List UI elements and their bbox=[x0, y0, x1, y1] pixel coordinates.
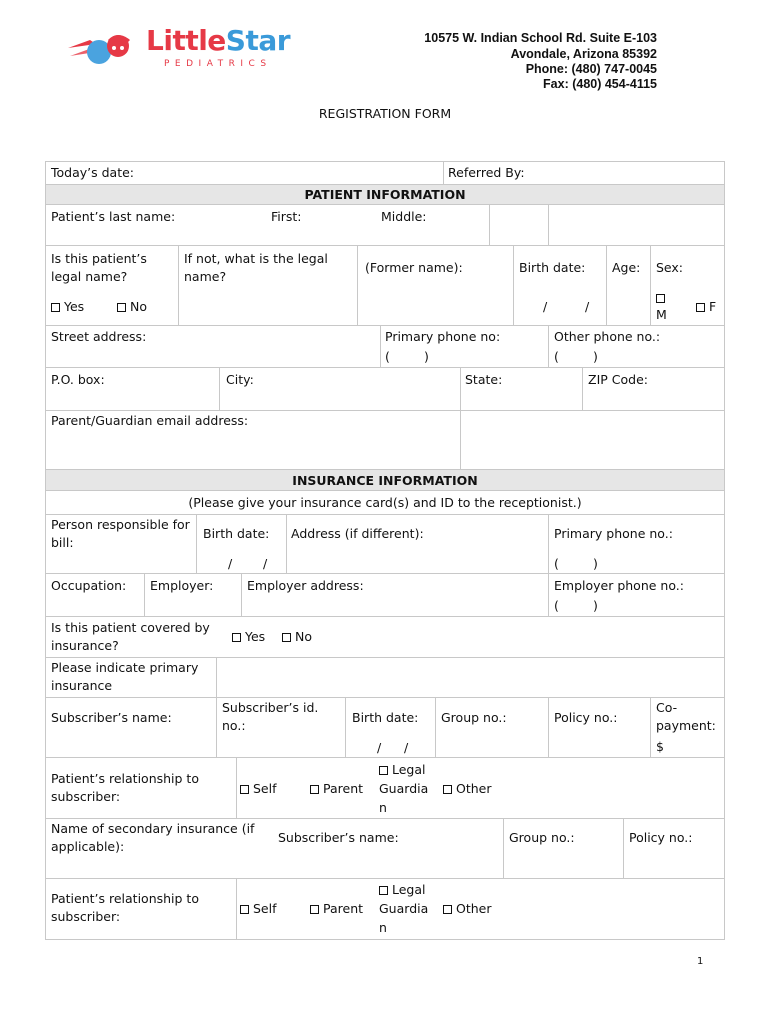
insurance-note: (Please give your insurance card(s) and ID to the receptionist.) bbox=[188, 495, 582, 510]
subscriber-id-label: Subscriber’s id. no.: bbox=[222, 700, 319, 733]
logo-word-little: Little bbox=[146, 24, 226, 57]
guardian-email-label: Parent/Guardian email address: bbox=[51, 413, 249, 428]
relationship-guardian-label-1: Legal bbox=[392, 762, 426, 777]
relationship-other-option[interactable] bbox=[443, 780, 492, 798]
covered-yes-label: Yes bbox=[245, 629, 266, 644]
first-name-label: First: bbox=[271, 209, 302, 224]
checkbox-icon bbox=[310, 905, 319, 914]
checkbox-icon bbox=[656, 294, 665, 303]
form-title: REGISTRATION FORM bbox=[318, 106, 452, 121]
relationship-label: Patient’s relationship to subscriber: bbox=[51, 771, 199, 804]
relationship-self-label: Self bbox=[253, 781, 277, 796]
employer-label: Employer: bbox=[150, 578, 214, 593]
birth-date-label: Birth date: bbox=[519, 260, 586, 275]
secondary-relationship-label: Patient’s relationship to subscriber: bbox=[51, 891, 199, 924]
relationship-parent-option[interactable] bbox=[310, 780, 363, 798]
checkbox-icon bbox=[51, 303, 60, 312]
relationship-parent-label: Parent bbox=[323, 781, 364, 796]
responsible-birth-slash-1: / bbox=[228, 556, 233, 571]
checkbox-icon bbox=[379, 886, 388, 895]
employer-phone-label: Employer phone no.: bbox=[554, 578, 684, 593]
city-label: City: bbox=[226, 372, 254, 387]
checkbox-icon bbox=[117, 303, 126, 312]
responsible-phone-label: Primary phone no.: bbox=[554, 526, 673, 541]
page-number: 1 bbox=[697, 956, 704, 967]
subscriber-birth-date-label: Birth date: bbox=[352, 710, 419, 725]
legal-yes-label: Yes bbox=[64, 299, 85, 314]
subscriber-birth-slash-1: / bbox=[377, 740, 382, 755]
relationship-guardian-label-2: Guardia bbox=[379, 781, 429, 796]
sex-female-label: F bbox=[709, 299, 717, 314]
legal-no-label: No bbox=[130, 299, 147, 314]
responsible-address-label: Address (if different): bbox=[291, 526, 424, 541]
secondary-guardian-label-1: Legal bbox=[392, 882, 426, 897]
address-line-1: 10575 W. Indian School Rd. Suite E-103 bbox=[424, 31, 657, 45]
group-no-label: Group no.: bbox=[441, 710, 507, 725]
other-phone-paren-open: ( bbox=[554, 349, 559, 364]
sex-female-option[interactable] bbox=[696, 298, 716, 316]
checkbox-icon bbox=[310, 785, 319, 794]
checkbox-icon bbox=[696, 303, 705, 312]
employer-phone-paren-open: ( bbox=[554, 598, 559, 613]
responsible-phone-paren-close: ) bbox=[593, 556, 598, 571]
patient-section-title: PATIENT INFORMATION bbox=[304, 187, 466, 202]
secondary-other-label: Other bbox=[456, 901, 492, 916]
responsible-label: Person responsible for bill: bbox=[51, 517, 190, 550]
sex-label: Sex: bbox=[656, 260, 684, 275]
logo-word-star: Star bbox=[225, 24, 291, 57]
occupation-label: Occupation: bbox=[51, 578, 127, 593]
legal-name-if-not: If not, what is the legal name? bbox=[184, 251, 328, 284]
other-phone-label: Other phone no.: bbox=[554, 329, 661, 344]
todays-date-label: Today’s date: bbox=[51, 165, 135, 180]
relationship-guardian-label-3: n bbox=[379, 800, 387, 815]
primary-phone-paren-close: ) bbox=[424, 349, 429, 364]
secondary-self-label: Self bbox=[253, 901, 277, 916]
secondary-parent-option[interactable] bbox=[310, 900, 363, 918]
referred-by-label: Referred By: bbox=[448, 165, 525, 180]
secondary-guardian-label-2: Guardia bbox=[379, 901, 429, 916]
fax-line: Fax: (480) 454-4115 bbox=[543, 77, 657, 91]
other-phone-paren-close: ) bbox=[593, 349, 598, 364]
copayment-dollar: $ bbox=[656, 739, 664, 754]
responsible-phone-paren-open: ( bbox=[554, 556, 559, 571]
zip-code-label: ZIP Code: bbox=[588, 372, 648, 387]
insurance-section-title: INSURANCE INFORMATION bbox=[292, 473, 478, 488]
covered-no-label: No bbox=[295, 629, 312, 644]
checkbox-icon bbox=[443, 905, 452, 914]
birth-slash-2: / bbox=[585, 299, 590, 314]
secondary-guardian-label-3: n bbox=[379, 920, 387, 935]
secondary-insurance-label: Name of secondary insurance (if applicable): bbox=[51, 821, 255, 854]
relationship-other-label: Other bbox=[456, 781, 492, 796]
employer-address-label: Employer address: bbox=[247, 578, 364, 593]
checkbox-icon bbox=[240, 785, 249, 794]
covered-yes-option[interactable] bbox=[232, 628, 265, 646]
policy-no-label: Policy no.: bbox=[554, 710, 618, 725]
employer-phone-paren-close: ) bbox=[593, 598, 598, 613]
secondary-guardian-option[interactable] bbox=[379, 881, 426, 899]
secondary-subscriber-label: Subscriber’s name: bbox=[278, 830, 399, 845]
former-name-label: (Former name): bbox=[365, 260, 463, 275]
checkbox-icon bbox=[240, 905, 249, 914]
phone-line: Phone: (480) 747-0045 bbox=[525, 62, 657, 76]
logo bbox=[66, 26, 306, 76]
legal-yes-option[interactable] bbox=[51, 298, 84, 316]
legal-no-option[interactable] bbox=[117, 298, 147, 316]
copayment-label: Co-payment: bbox=[656, 700, 716, 733]
birth-slash-1: / bbox=[543, 299, 548, 314]
address-line-2: Avondale, Arizona 85392 bbox=[510, 47, 657, 61]
primary-insurance-label: Please indicate primary insurance bbox=[51, 660, 199, 693]
subscriber-name-label: Subscriber’s name: bbox=[51, 710, 172, 725]
po-box-label: P.O. box: bbox=[51, 372, 105, 387]
subscriber-birth-slash-2: / bbox=[404, 740, 409, 755]
secondary-other-option[interactable] bbox=[443, 900, 492, 918]
sex-male-option[interactable] bbox=[656, 289, 669, 307]
covered-question: Is this patient covered by insurance? bbox=[51, 620, 210, 653]
middle-name-label: Middle: bbox=[381, 209, 427, 224]
checkbox-icon bbox=[232, 633, 241, 642]
checkbox-icon bbox=[443, 785, 452, 794]
responsible-birth-slash-2: / bbox=[263, 556, 268, 571]
secondary-self-option[interactable] bbox=[240, 900, 277, 918]
state-label: State: bbox=[465, 372, 503, 387]
secondary-parent-label: Parent bbox=[323, 901, 364, 916]
logo-tagline: PEDIATRICS bbox=[164, 59, 272, 69]
secondary-policy-label: Policy no.: bbox=[629, 830, 693, 845]
checkbox-icon bbox=[282, 633, 291, 642]
legal-name-question: Is this patient’s legal name? bbox=[51, 251, 147, 284]
primary-phone-paren-open: ( bbox=[385, 349, 390, 364]
responsible-birth-date-label: Birth date: bbox=[203, 526, 270, 541]
checkbox-icon bbox=[379, 766, 388, 775]
relationship-self-option[interactable] bbox=[240, 780, 277, 798]
sex-male-label: M bbox=[656, 307, 667, 322]
last-name-label: Patient’s last name: bbox=[51, 209, 176, 224]
relationship-guardian-option[interactable] bbox=[379, 761, 426, 779]
covered-no-option[interactable] bbox=[282, 628, 312, 646]
primary-phone-label: Primary phone no: bbox=[385, 329, 501, 344]
street-address-label: Street address: bbox=[51, 329, 147, 344]
secondary-group-label: Group no.: bbox=[509, 830, 575, 845]
age-label: Age: bbox=[612, 260, 641, 275]
